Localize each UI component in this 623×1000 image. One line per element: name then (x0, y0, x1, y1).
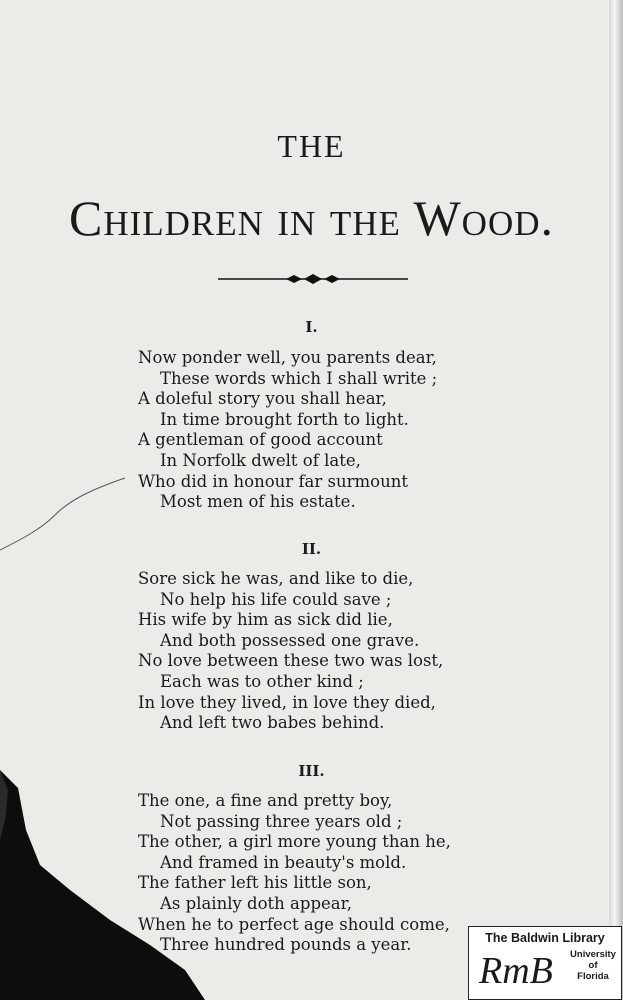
library-stamp (468, 926, 622, 1000)
verse-line: Three hundred pounds a year. (160, 935, 412, 955)
stamp-university-line: University (570, 949, 616, 960)
ornamental-rule (218, 273, 408, 285)
verse-line: Not passing three years old ; (160, 811, 403, 831)
verse-line: His wife by him as sick did lie, (138, 610, 393, 630)
verse-line: Each was to other kind ; (160, 671, 364, 691)
verse-line: As plainly doth appear, (160, 893, 352, 913)
verse-line: A gentleman of good account (138, 430, 383, 450)
verse-line: No love between these two was lost, (138, 651, 444, 671)
stanza-1 (138, 348, 518, 513)
verse-line: A doleful story you shall hear, (138, 389, 387, 409)
verse-line: Sore sick he was, and like to die, (138, 569, 414, 588)
verse-line: The one, a fine and pretty boy, (138, 791, 393, 810)
verse-line: Most men of his estate. (160, 492, 356, 512)
stamp-logo: RmB (479, 950, 553, 992)
stanza-number: III. (298, 762, 325, 780)
stamp-university (567, 949, 619, 982)
page-title: Children in the Wood. (68, 190, 555, 246)
verse-line: And framed in beauty's mold. (160, 852, 407, 872)
verse-line: In time brought forth to light. (160, 409, 409, 429)
stamp-university-line: Florida (577, 971, 609, 982)
stanza-number: II. (301, 540, 322, 558)
verse-line: And left two babes behind. (160, 713, 385, 733)
title-the: THE (277, 128, 346, 164)
verse-line: These words which I shall write ; (160, 368, 438, 388)
stamp-university-line: of (588, 960, 598, 971)
verse-line: And both possessed one grave. (160, 630, 420, 650)
verse-line: The other, a girl more young than he, (138, 832, 451, 852)
stanza-number: I. (305, 318, 318, 336)
verse-line: In love they lived, in love they died, (138, 692, 436, 712)
verse-line: When he to perfect age should come, (138, 914, 450, 934)
verse-line: Now ponder well, you parents dear, (138, 348, 437, 367)
stamp-title: The Baldwin Library (485, 931, 605, 945)
verse-line: In Norfolk dwelt of late, (160, 450, 361, 470)
stanza-2 (138, 569, 518, 734)
verse-line: No help his life could save ; (160, 589, 392, 609)
verse-line: Who did in honour far surmount (138, 471, 408, 491)
verse-line: The father left his little son, (138, 873, 372, 893)
stanza-3 (138, 791, 518, 956)
